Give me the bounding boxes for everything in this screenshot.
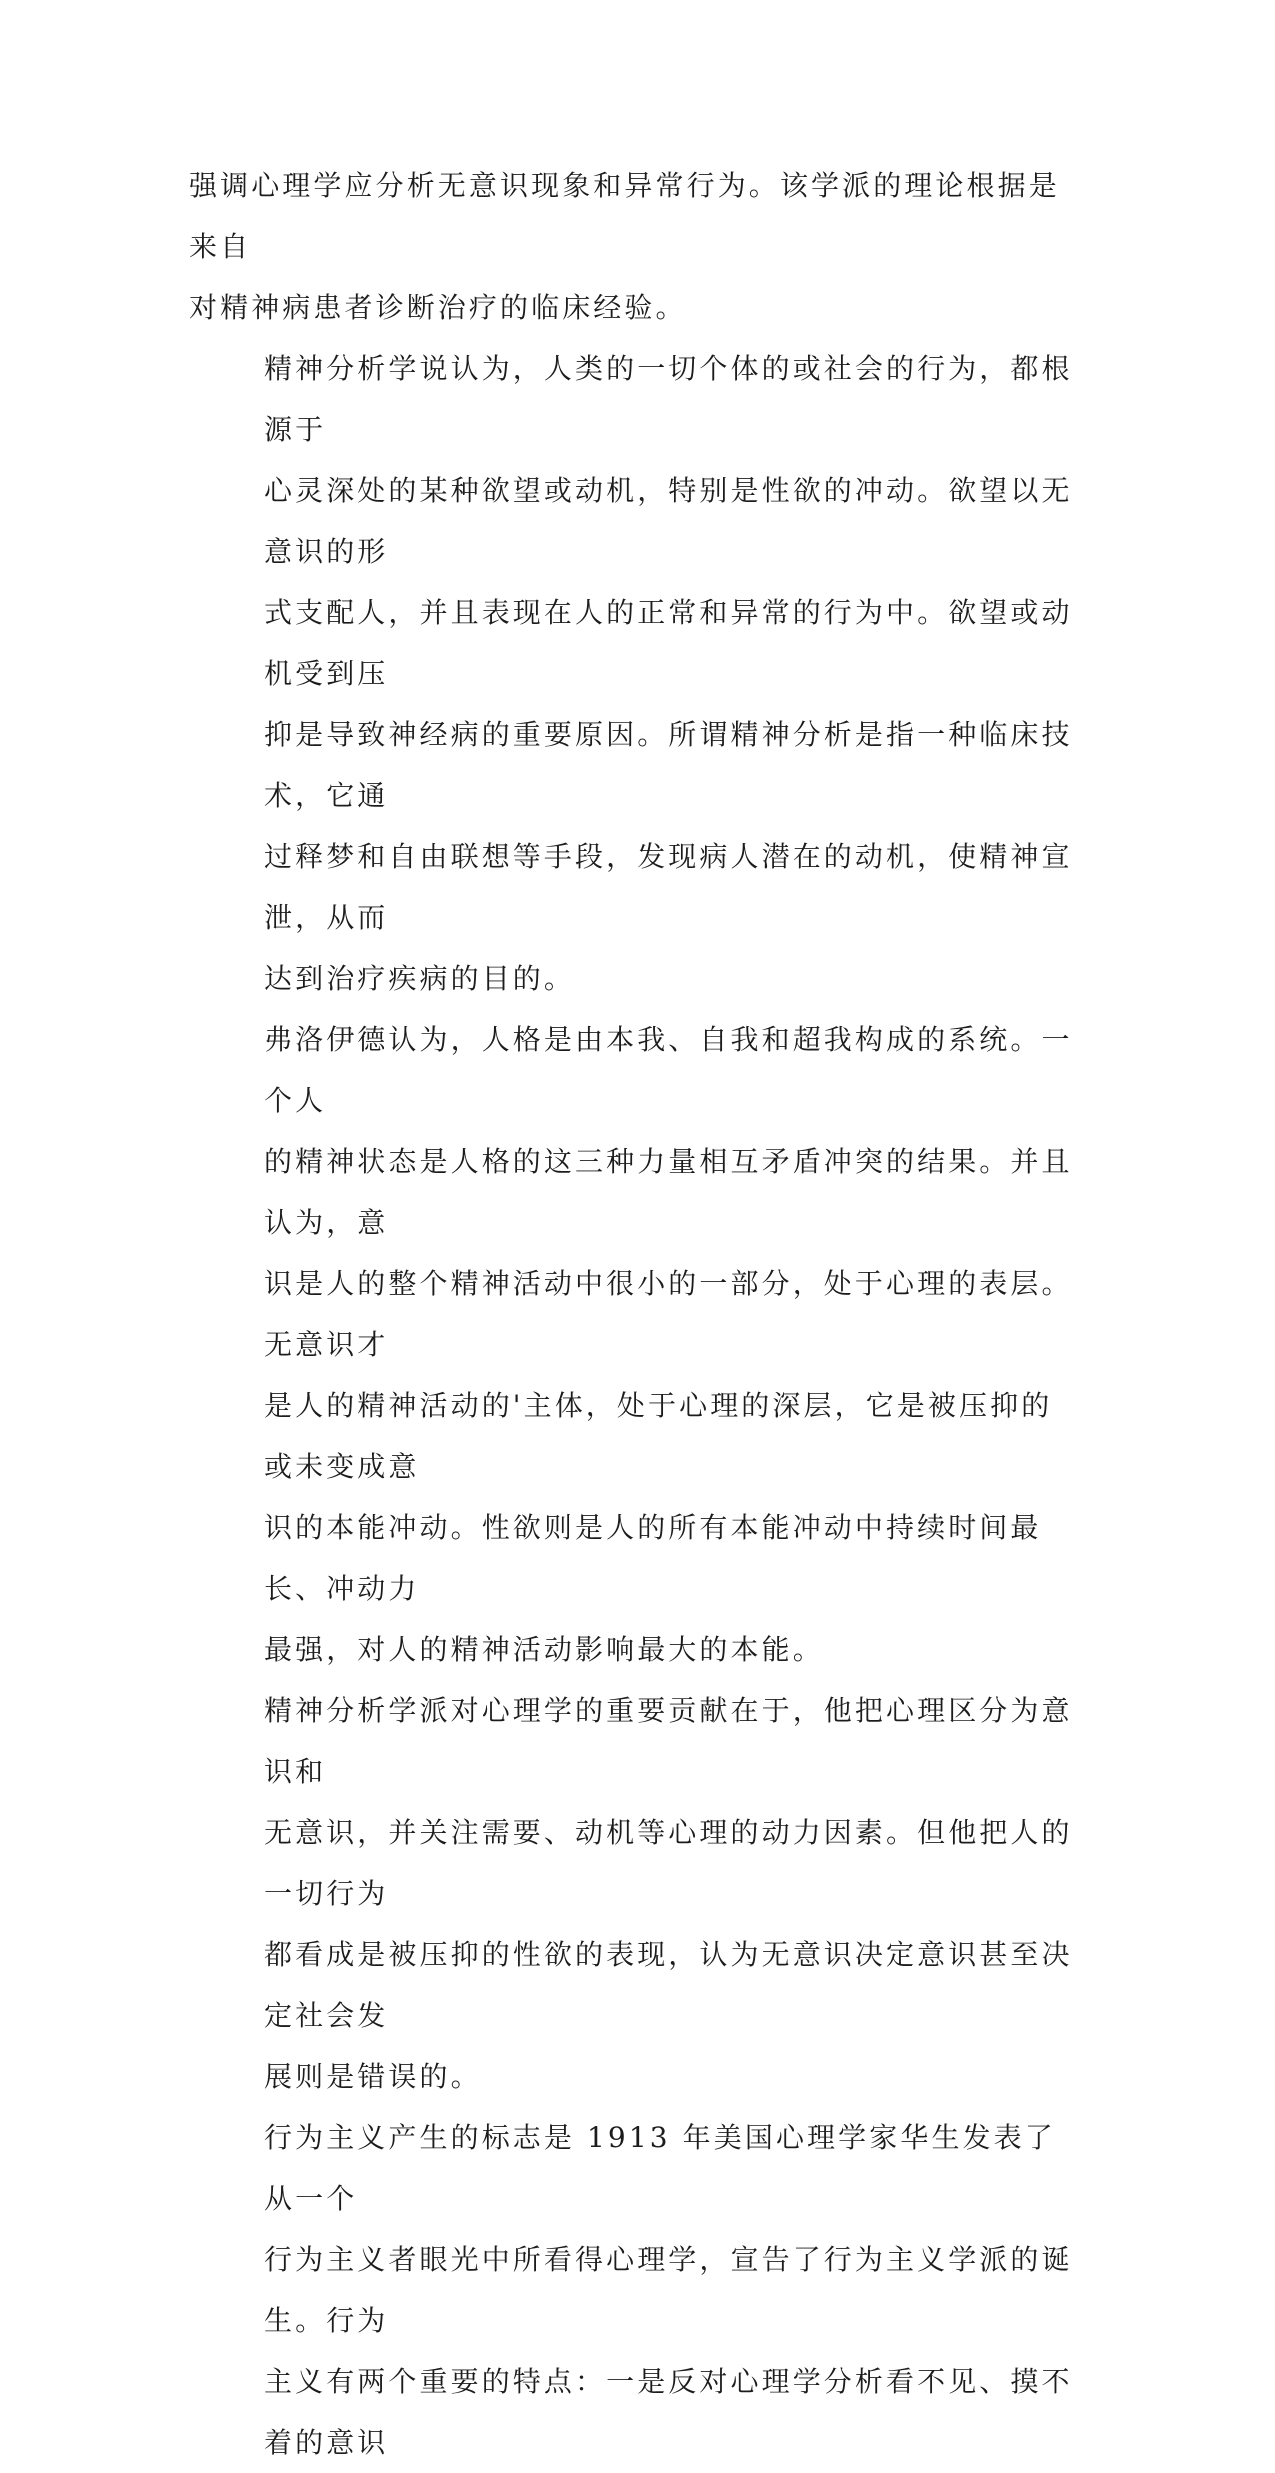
- paragraph-3: 弗洛伊德认为，人格是由本我、自我和超我构成的系统。一个人 的精神状态是人格的这三种力量相互矛盾冲突的结果。并且认为，意 识是人的整个精神活动中很小的一部分，处于心理的表层。无意识才 是人的精神活动的'主体，处于心理的深层，它是被压抑的或未变成意 识的本能冲动。性欲则是人的所有本能冲动中持续时间最长、冲动力 最强，对人的精神活动影响最大的本能。: [264, 1023, 1073, 1666]
- page-body: [189, 155, 1074, 2473]
- paragraph-2: 精神分析学说认为，人类的一切个体的或社会的行为，都根源于 心灵深处的某种欲望或动机，特别是性欲的冲动。欲望以无意识的形 式支配人，并且表现在人的正常和异常的行为中。欲望或动机受到压 抑是导致神经病的重要原因。所谓精神分析是指一种临床技术，它通 过释梦和自由联想等手段，发现病人潜在的动机，使精神宣泄，从而 达到治疗疾病的目的。: [264, 352, 1073, 995]
- paragraph-4: 精神分析学派对心理学的重要贡献在于，他把心理区分为意识和 无意识，并关注需要、动机等心理的动力因素。但他把人的一切行为 都看成是被压抑的性欲的表现，认为无意识决定意识甚至决定社会发 展则是错误的。: [264, 1694, 1073, 2093]
- paragraph-5: 行为主义产生的标志是 1913 年美国心理学家华生发表了从一个 行为主义者眼光中所看得心理学，宣告了行为主义学派的诞生。行为 主义有两个重要的特点：一是反对心理学分析看不见、摸不着的意识: [264, 2121, 1073, 2459]
- paragraph-1: 强调心理学应分析无意识现象和异常行为。该学派的理论根据是来自 对精神病患者诊断治疗的临床经验。: [189, 169, 1060, 324]
